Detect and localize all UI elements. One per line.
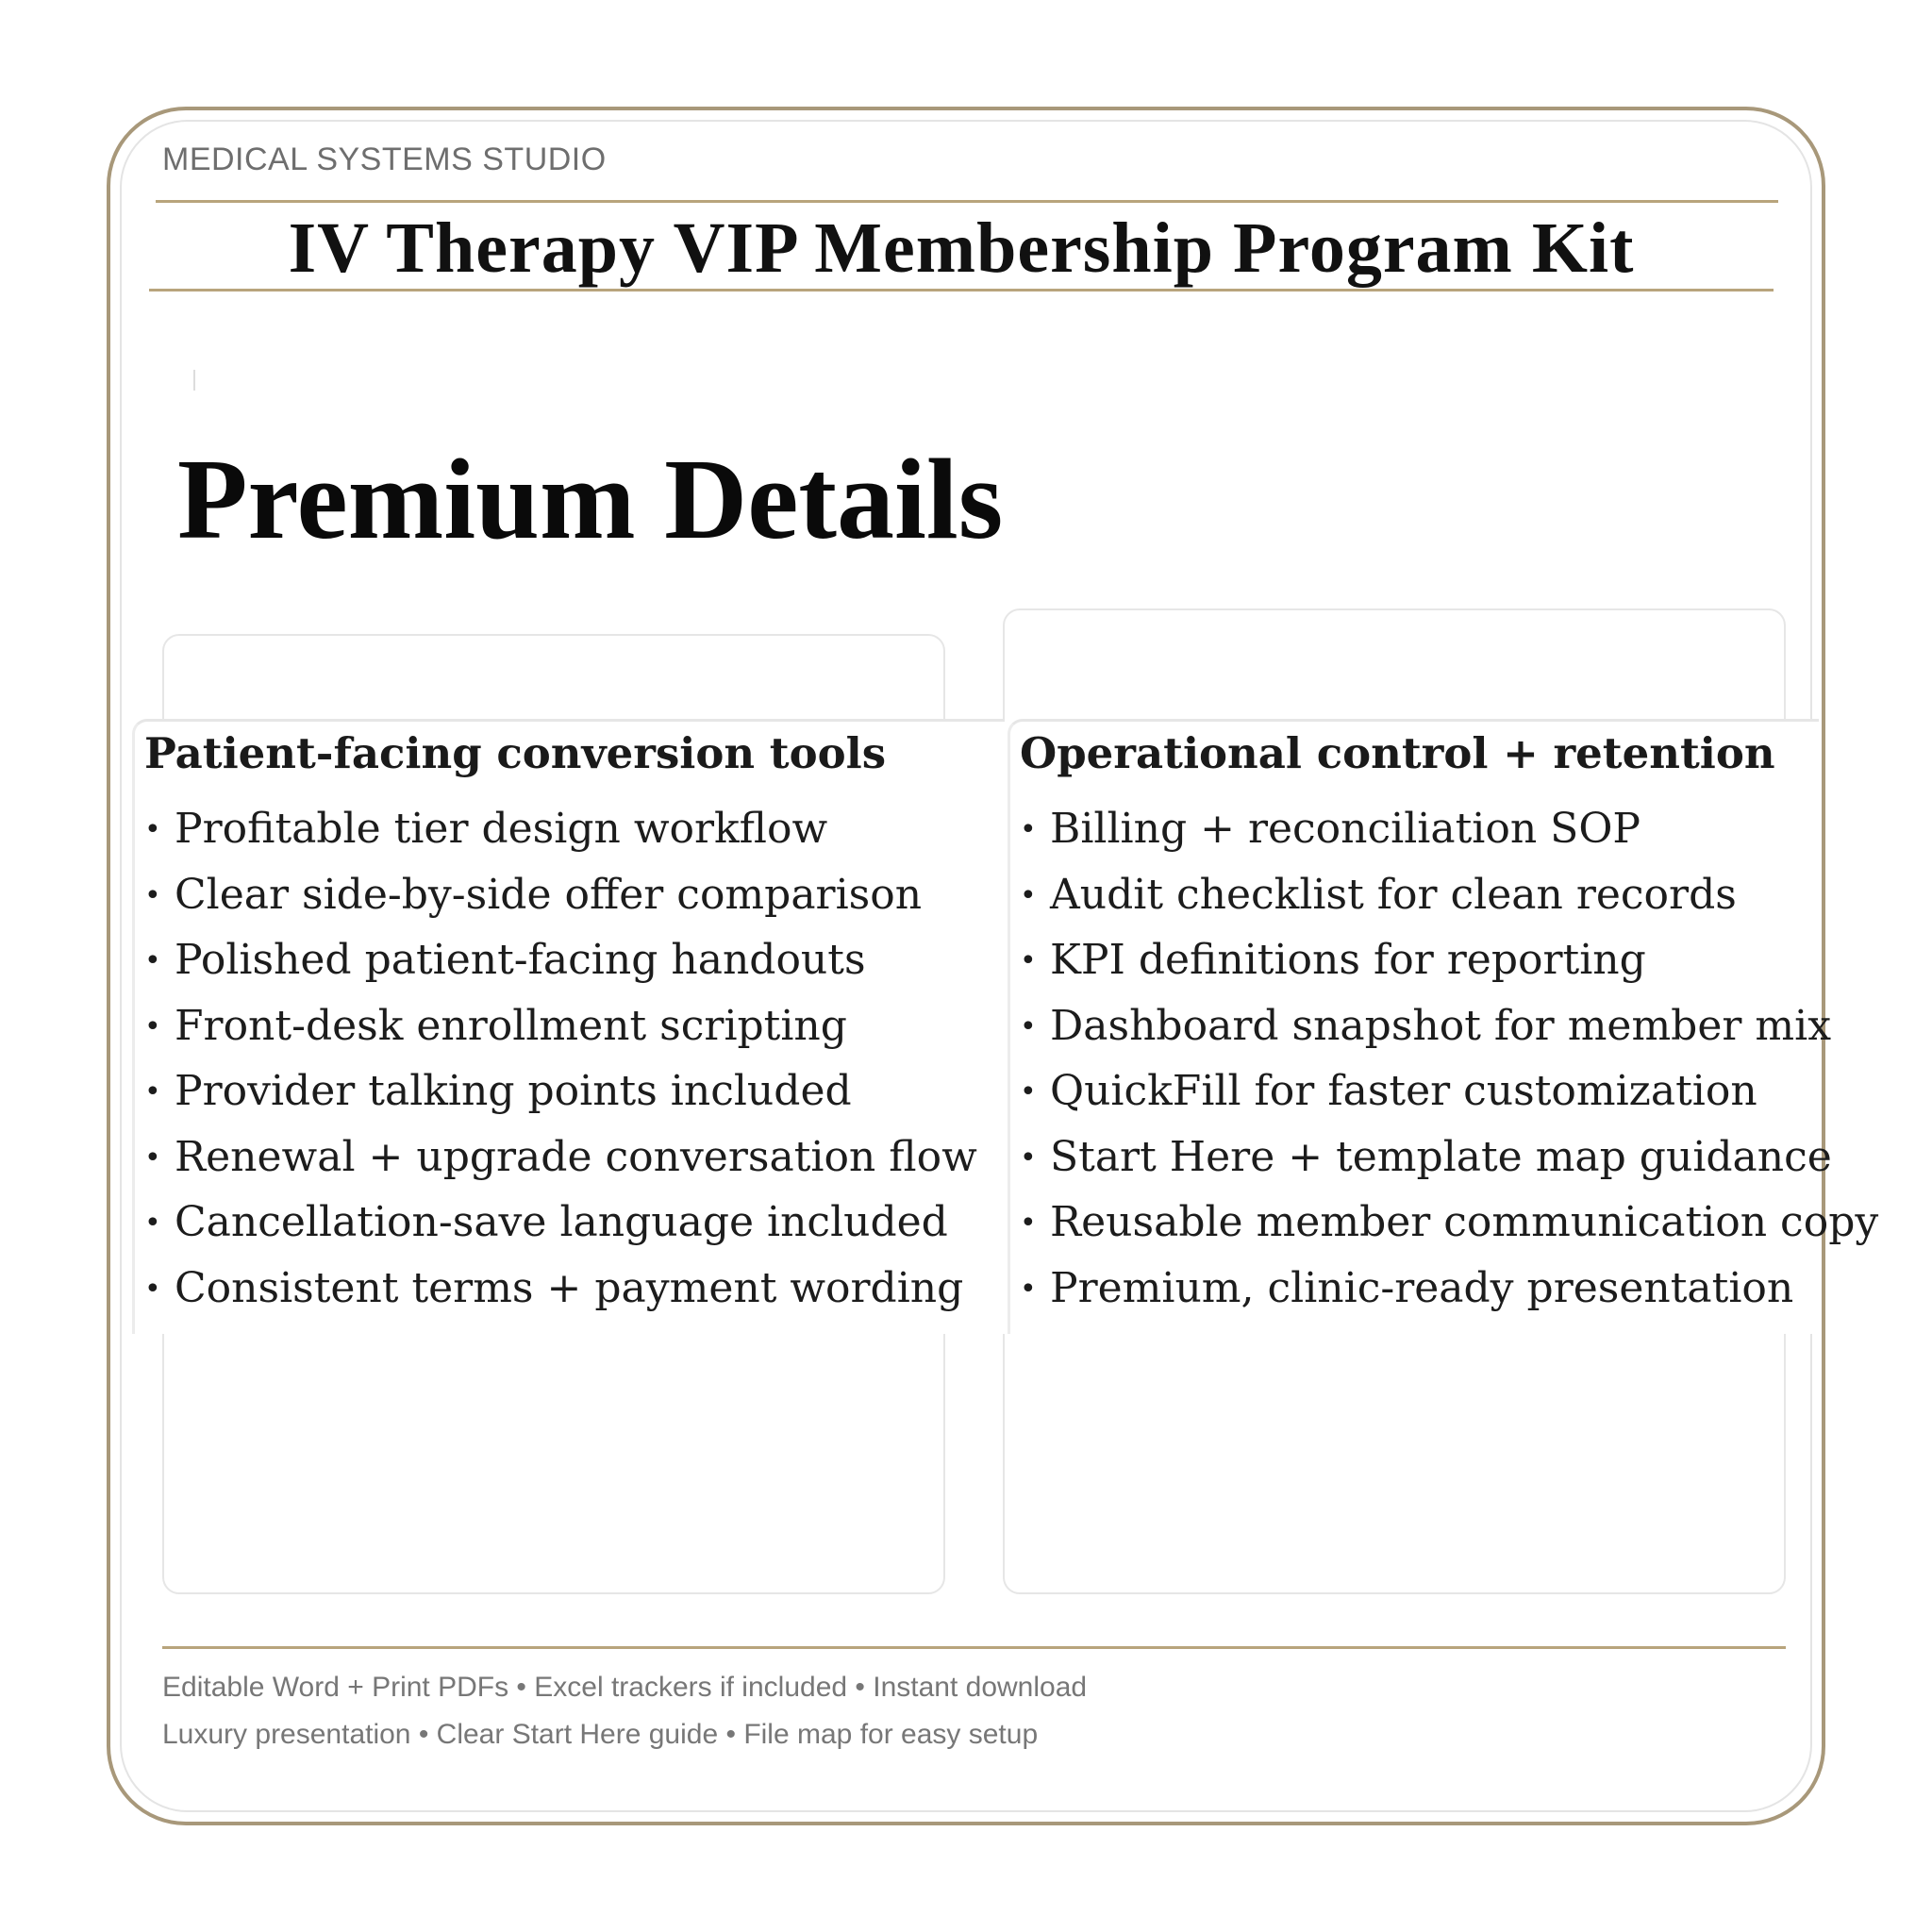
- panel-heading: Operational control + retention: [1020, 728, 1775, 778]
- list-item: • Premium, clinic-ready presentation: [1020, 1257, 1878, 1323]
- list-item: • Polished patient-facing handouts: [144, 928, 977, 994]
- kit-title: IV Therapy VIP Membership Program Kit: [288, 208, 1635, 288]
- header-top-rule: [156, 200, 1778, 203]
- list-item: • Profitable tier design workflow: [144, 797, 977, 863]
- bullet-icon: •: [144, 944, 161, 977]
- list-item: • Clear side-by-side offer comparison: [144, 863, 977, 929]
- bullet-icon: •: [144, 1075, 161, 1108]
- bullet-icon: •: [144, 1207, 161, 1240]
- section-title: Premium Details: [177, 436, 1004, 563]
- bullet-icon: •: [1020, 944, 1037, 977]
- divider-tick: [193, 370, 195, 391]
- list-item: • Audit checklist for clean records: [1020, 863, 1878, 929]
- list-item: • Cancellation-save language included: [144, 1191, 977, 1257]
- bullet-icon: •: [1020, 878, 1037, 912]
- bullet-icon: •: [144, 878, 161, 912]
- list-item: • Billing + reconciliation SOP: [1020, 797, 1878, 863]
- list-item: • Reusable member communication copy: [1020, 1191, 1878, 1257]
- bullet-icon: •: [144, 1009, 161, 1043]
- bullet-icon: •: [144, 1272, 161, 1306]
- panel-heading: Patient-facing conversion tools: [144, 728, 887, 778]
- list-item: • QuickFill for faster customization: [1020, 1059, 1878, 1125]
- list-item: • KPI definitions for reporting: [1020, 928, 1878, 994]
- panel-patient-facing: [132, 719, 1005, 1334]
- bullet-icon: •: [144, 813, 161, 846]
- footer-line-2: Luxury presentation • Clear Start Here guide • File map for easy setup: [162, 1719, 1039, 1750]
- list-item: • Dashboard snapshot for member mix: [1020, 994, 1878, 1060]
- bullet-icon: •: [1020, 1207, 1037, 1240]
- footer-line-1: Editable Word + Print PDFs • Excel trackers if included • Instant download: [162, 1672, 1088, 1703]
- studio-name: MEDICAL SYSTEMS STUDIO: [162, 142, 607, 177]
- bullet-icon: •: [1020, 1272, 1037, 1306]
- feature-list: [144, 797, 977, 1322]
- list-item: • Consistent terms + payment wording: [144, 1257, 977, 1323]
- list-item: • Front-desk enrollment scripting: [144, 994, 977, 1060]
- list-item: • Start Here + template map guidance: [1020, 1125, 1878, 1191]
- bullet-icon: •: [1020, 1141, 1037, 1174]
- panel-operational: [1008, 719, 1879, 1334]
- list-item: • Provider talking points included: [144, 1059, 977, 1125]
- bullet-icon: •: [1020, 813, 1037, 846]
- header-bottom-rule: [149, 289, 1774, 291]
- bullet-icon: •: [144, 1141, 161, 1174]
- list-item: • Renewal + upgrade conversation flow: [144, 1125, 977, 1191]
- bullet-icon: •: [1020, 1009, 1037, 1043]
- bullet-icon: •: [1020, 1075, 1037, 1108]
- feature-list: [1020, 797, 1878, 1322]
- footer-rule: [162, 1646, 1786, 1649]
